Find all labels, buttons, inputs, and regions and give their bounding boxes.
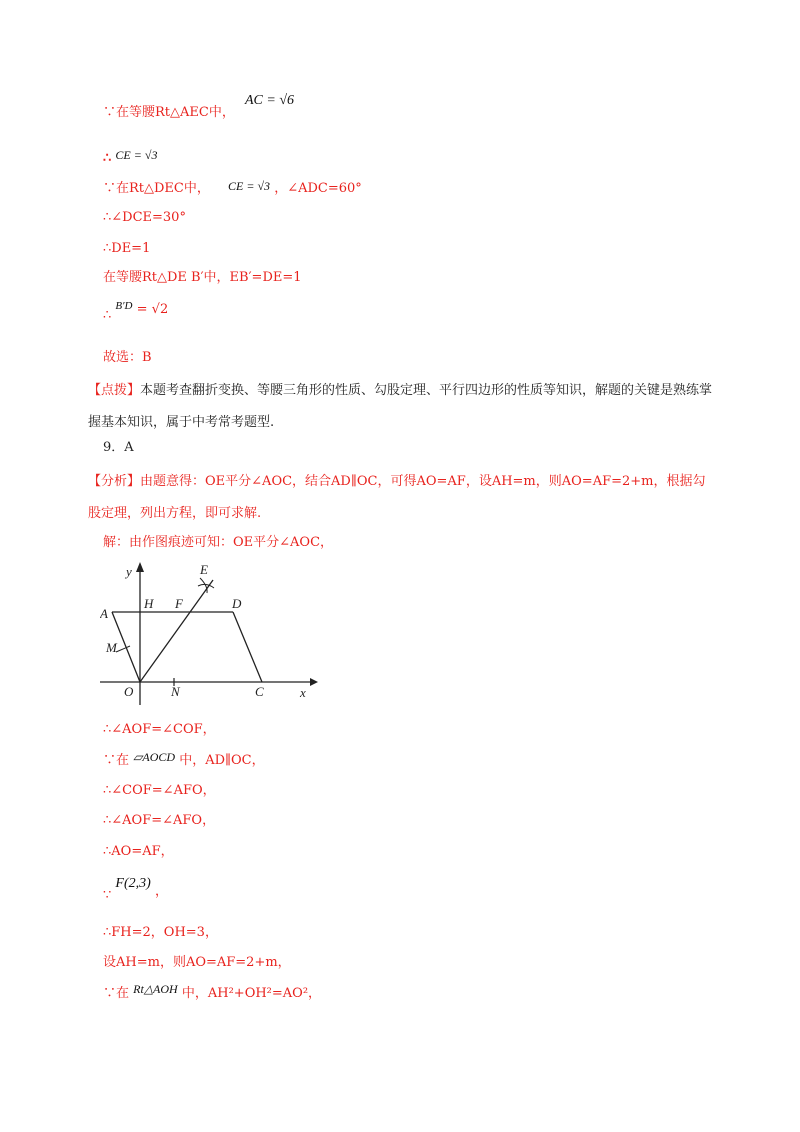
tip-text: 本题考查翻折变换、等腰三角形的性质、勾股定理、平行四边形的性质等知识，解题的关键是熟练掌握基本知识，属于中考常考题型.	[88, 383, 713, 430]
line-21-math: Rt△AOH	[133, 982, 178, 996]
line-7	[103, 300, 169, 326]
x-axis-arrow	[310, 678, 318, 686]
label-E: E	[200, 562, 208, 577]
line-4: ∴∠DCE=30°	[103, 210, 186, 225]
line-1-math: AC = √6	[244, 93, 295, 108]
label-D: D	[232, 596, 242, 611]
tip-tag: 【点拨】	[88, 383, 141, 398]
line-6: 在等腰Rt△DE B′中，EB′=DE=1	[103, 270, 302, 285]
line-14-tail: 中，AD∥OC，	[179, 753, 265, 768]
label-N: N	[171, 684, 180, 699]
line-18-math: F(2,3)	[115, 876, 151, 891]
line-14	[103, 750, 265, 771]
segment-DC	[233, 612, 262, 682]
line-3-tail: ，∠ADC=60°	[274, 181, 362, 196]
line-2-therefore: ∴	[103, 151, 112, 166]
line-1-text: ∵在等腰Rt△AEC中，	[103, 105, 235, 120]
line-21-text: ∵在	[103, 986, 130, 1001]
label-M: M	[106, 640, 117, 655]
label-C: C	[255, 684, 264, 699]
line-20: 设AH=m，则AO=AF=2+m，	[103, 955, 291, 970]
analysis-text: 由题意得：OE平分∠AOC，结合AD∥OC，可得AO=AF，设AH=m，则AO=AF=2+m，根据勾股定理，列出方程，即可求解.	[88, 474, 706, 521]
label-F: F	[175, 596, 183, 611]
line-21-tail: 中，AH²+OH²=AO²，	[181, 986, 322, 1001]
line-1	[103, 93, 295, 123]
line-21	[103, 983, 321, 1004]
analysis-tag: 【分析】	[88, 474, 141, 489]
label-x: x	[300, 685, 306, 700]
line-13: ∴∠AOF=∠COF，	[103, 722, 216, 737]
line-2-math: CE = √3	[115, 148, 158, 162]
line-8: 故选：B	[103, 350, 152, 365]
label-A: A	[100, 606, 108, 621]
label-O: O	[124, 684, 134, 699]
line-3	[103, 178, 362, 199]
line-5: ∴DE=1	[103, 241, 151, 256]
line-18	[103, 876, 168, 903]
line-7-tail: = √2	[136, 302, 169, 317]
label-H: H	[144, 596, 154, 611]
line-15: ∴∠COF=∠AFO，	[103, 783, 216, 798]
line-3-math: CE = √3	[228, 179, 271, 193]
line-12: 解：由作图痕迹可知：OE平分∠AOC，	[103, 535, 334, 550]
line-14-math: ▱AOCD	[133, 750, 176, 764]
label-y: y	[126, 564, 132, 579]
line-11	[88, 466, 718, 530]
y-axis-arrow	[136, 562, 144, 572]
line-19: ∴FH=2，OH=3，	[103, 925, 218, 940]
geometry-diagram	[100, 560, 320, 705]
line-10: 9．A	[103, 440, 134, 455]
line-7-therefore: ∴	[103, 308, 112, 323]
line-18-because: ∵	[103, 888, 112, 903]
line-18-tail: ，	[154, 884, 168, 899]
line-3-text: ∵在Rt△DEC中，	[103, 181, 210, 196]
line-14-text: ∵在	[103, 753, 130, 768]
line-2	[103, 148, 157, 169]
line-7-math: B′D	[115, 300, 133, 312]
line-9	[88, 375, 718, 439]
line-16: ∴∠AOF=∠AFO，	[103, 813, 216, 828]
line-17: ∴AO=AF，	[103, 844, 174, 859]
